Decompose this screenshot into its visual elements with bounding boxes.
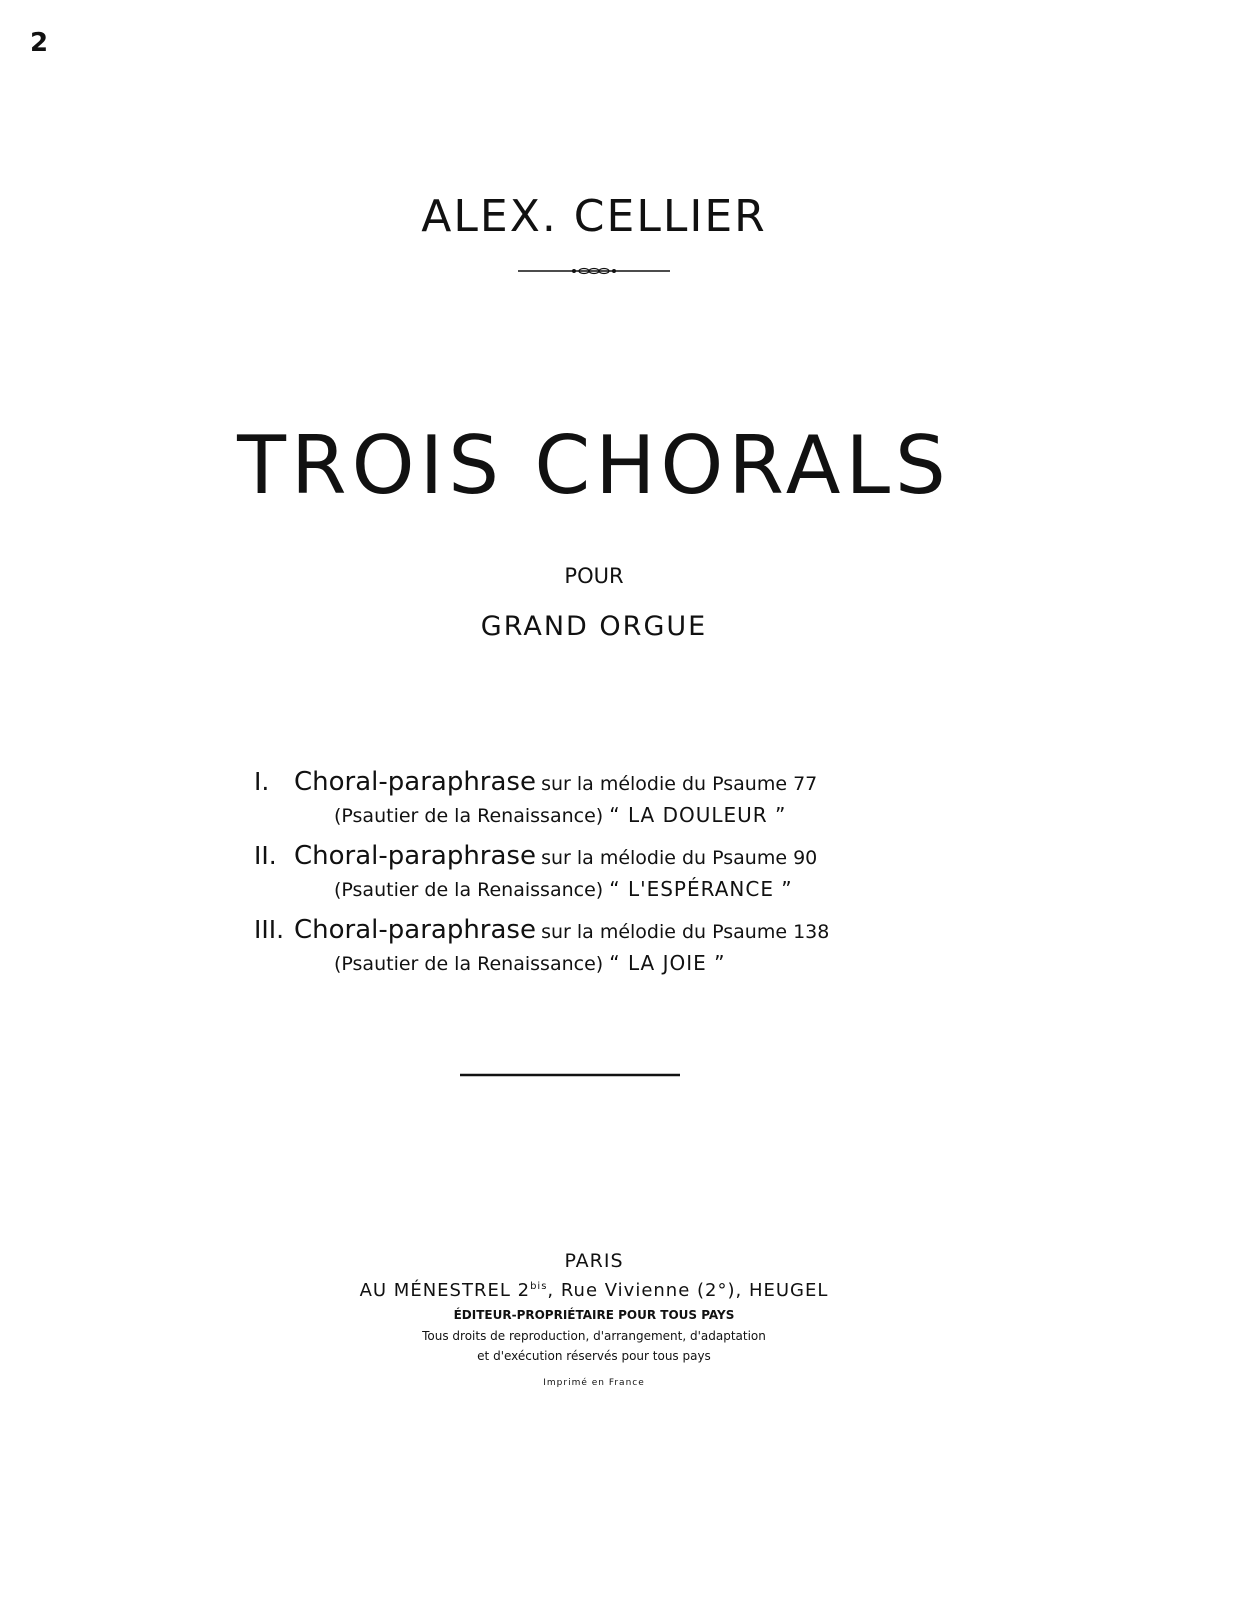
choral-subtitle: “ L'ESPÉRANCE ” [609, 877, 793, 901]
choral-source: (Psautier de la Renaissance) [334, 879, 604, 901]
choral-source: (Psautier de la Renaissance) [334, 805, 604, 827]
choral-heading [240, 764, 817, 800]
choral-numeral: I. [254, 767, 270, 796]
rights-owner: ÉDITEUR-PROPRIÉTAIRE POUR TOUS PAYS [453, 1308, 735, 1322]
choral-entry [240, 838, 880, 918]
choral-details [334, 948, 726, 978]
pour-label: POUR [564, 564, 624, 588]
rights-line: et d'exécution réservés pour tous pays [477, 1349, 711, 1363]
ornament-divider [518, 264, 670, 278]
page-number: 2 [30, 28, 49, 58]
choral-numeral: II. [254, 841, 277, 870]
publisher-city: PARIS [564, 1250, 624, 1272]
choral-subtitle: “ LA DOULEUR ” [609, 803, 787, 827]
publisher-block [0, 1248, 1188, 1394]
choral-source: (Psautier de la Renaissance) [334, 953, 604, 975]
address-suffix: , Rue Vivienne (2°), HEUGEL [547, 1280, 829, 1301]
choral-heading [240, 912, 829, 948]
choral-entry [240, 764, 880, 844]
choral-entry [240, 912, 880, 992]
choral-melody: sur la mélodie du Psaume 138 [541, 921, 830, 943]
rights-line: Tous droits de reproduction, d'arrangement, d'adaptation [422, 1329, 766, 1343]
composer-name: ALEX. CELLIER [421, 191, 767, 242]
work-title: TROIS CHORALS [237, 419, 951, 512]
choral-numeral: III. [254, 915, 285, 944]
choral-details [334, 800, 786, 830]
address-sup: bis [530, 1281, 548, 1292]
publisher-address [0, 1274, 1188, 1304]
address-prefix: AU MÉNESTREL 2 [359, 1280, 531, 1301]
printed-in: Imprimé en France [543, 1378, 645, 1388]
choral-kind: Choral-paraphrase [294, 915, 536, 945]
choral-kind: Choral-paraphrase [294, 841, 536, 871]
instrument-label: GRAND ORGUE [480, 611, 708, 642]
horizontal-rule [460, 1072, 684, 1078]
choral-details [334, 874, 793, 904]
choral-heading [240, 838, 817, 874]
choral-kind: Choral-paraphrase [294, 767, 536, 797]
choral-melody: sur la mélodie du Psaume 77 [541, 773, 818, 795]
choral-melody: sur la mélodie du Psaume 90 [541, 847, 818, 869]
choral-subtitle: “ LA JOIE ” [609, 951, 726, 975]
